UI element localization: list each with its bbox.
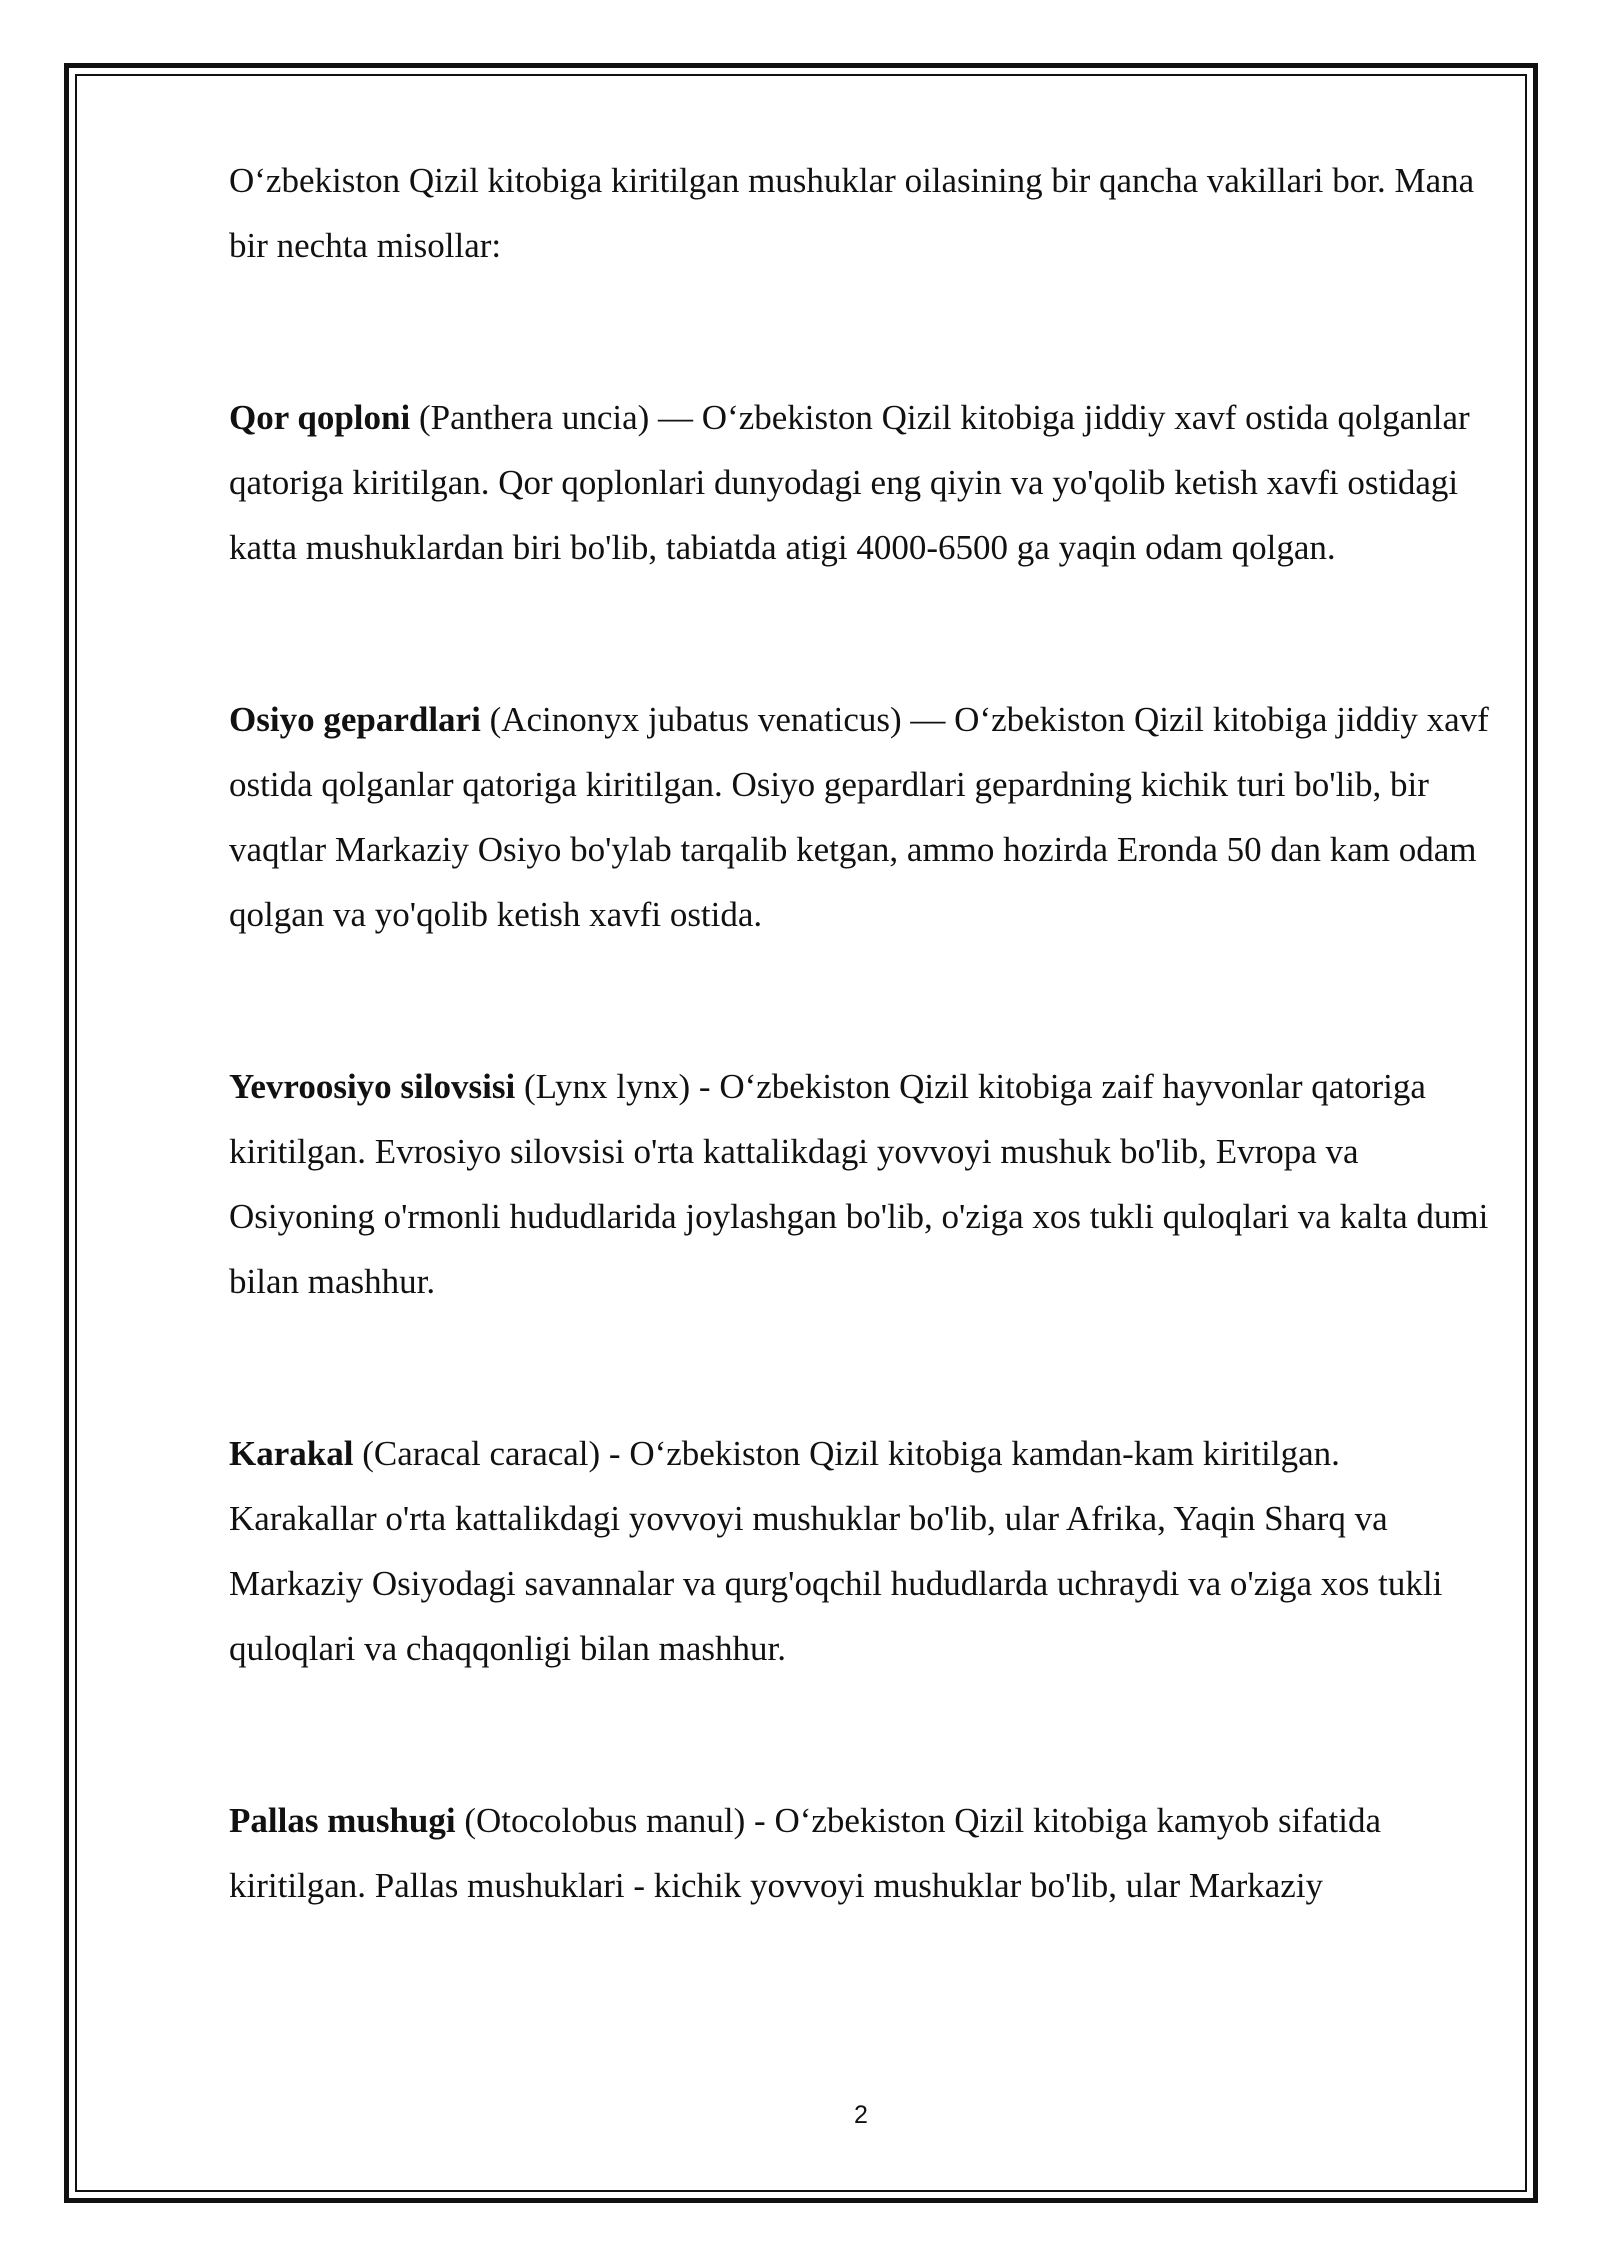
- entry-term: Karakal: [229, 1434, 354, 1473]
- page-number: 2: [854, 2101, 868, 2129]
- entry-text: (Panthera uncia) — O‘zbekiston Qizil kitobiga jiddiy xavf ostida qolganlar qatoriga kiritilgan. Qor qoplonlari dunyodagi eng qiyin va yo'qolib ketish xavfi ostidagi katta mushuklardan biri bo'lib, tabiatda atigi 4000-6500 ga yaqin odam qolgan.: [229, 398, 1470, 567]
- entry-text: (Caracal caracal) - O‘zbekiston Qizil kitobiga kamdan-kam kiritilgan. Karakallar o'rta kattalikdagi yovvoyi mushuklar bo'lib, ular Afrika, Yaqin Sharq va Markaziy Osiyodagi savannalar va qurg'oqchil hududlarda uchraydi va o'ziga xos tukli quloqlari va chaqqonligi bilan mashhur.: [229, 1434, 1443, 1668]
- entry-caracal: [229, 1421, 1491, 1681]
- page-content: [229, 148, 1491, 1918]
- entry-pallas-cat: [229, 1788, 1491, 1918]
- entry-term: Osiyo gepardlari: [229, 700, 481, 739]
- intro-paragraph: O‘zbekiston Qizil kitobiga kiritilgan mushuklar oilasining bir qancha vakillari bor. Mana bir nechta misollar:: [229, 161, 1475, 265]
- entry-text: (Acinonyx jubatus venaticus) — O‘zbekiston Qizil kitobiga jiddiy xavf ostida qolganlar qatoriga kiritilgan. Osiyo gepardlari gepardning kichik turi bo'lib, bir vaqtlar Markaziy Osiyo bo'ylab tarqalib ketgan, ammo hozirda Eronda 50 dan kam odam qolgan va yo'qolib ketish xavfi ostida.: [229, 700, 1489, 934]
- entry-term: Yevroosiyo silovsisi: [229, 1067, 516, 1106]
- entry-text: (Otocolobus manul) - O‘zbekiston Qizil kitobiga kamyob sifatida kiritilgan. Pallas mushuklari - kichik yovvoyi mushuklar bo'lib, ular Markaziy: [229, 1801, 1381, 1905]
- entry-term: Pallas mushugi: [229, 1801, 456, 1840]
- entry-eurasian-lynx: [229, 1054, 1491, 1314]
- entry-text: (Lynx lynx) - O‘zbekiston Qizil kitobiga zaif hayvonlar qatoriga kiritilgan. Evrosiyo silovsisi o'rta kattalikdagi yovvoyi mushuk bo'lib, Evropa va Osiyoning o'rmonli hududlarida joylashgan bo'lib, o'ziga xos tukli quloqlari va kalta dumi bilan mashhur.: [229, 1067, 1489, 1301]
- entry-snow-leopard: [229, 385, 1491, 580]
- entry-term: Qor qoploni: [229, 398, 411, 437]
- entry-asiatic-cheetah: [229, 687, 1491, 947]
